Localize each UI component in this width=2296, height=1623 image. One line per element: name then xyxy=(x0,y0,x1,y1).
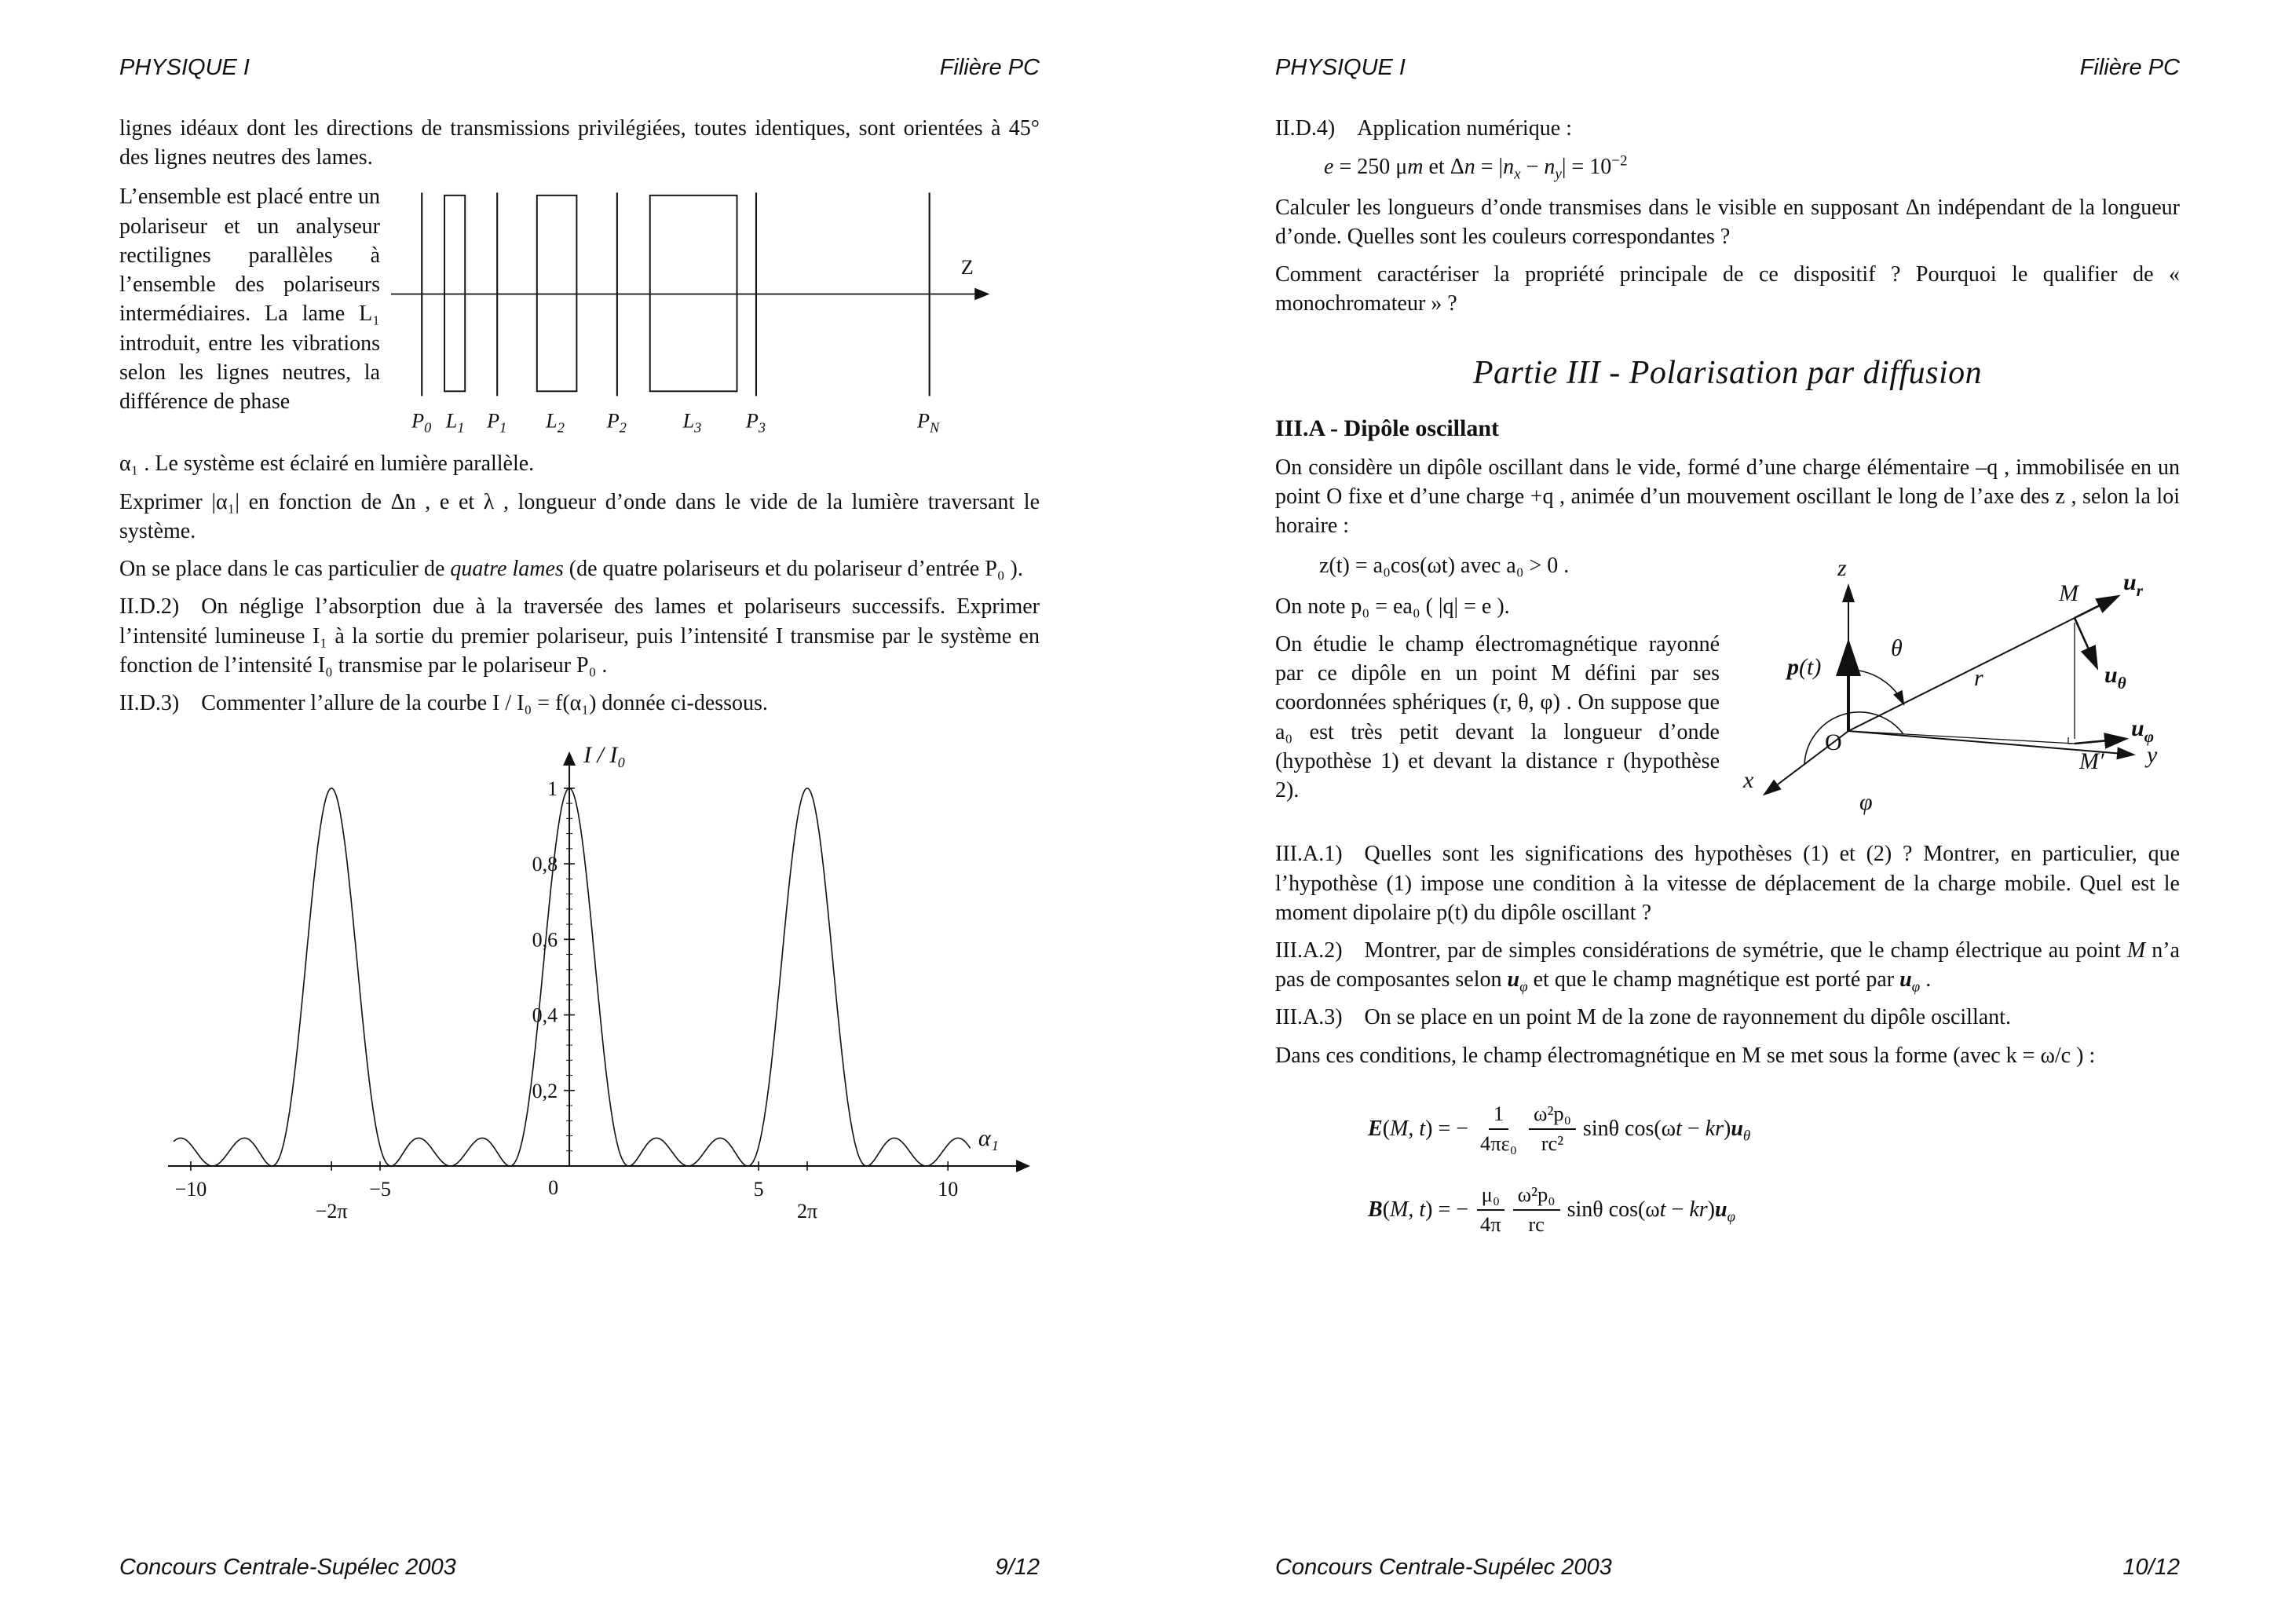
question-iiia2: III.A.2) Montrer, par de simples considérations de symétrie, que le champ électrique au point M n’a pas de composantes selon $u_\varphi$ et que le champ magnétique est porté par $u_\varphi$ . xyxy=(1275,938,2180,996)
chart-pi-tick-label: −2π xyxy=(315,1200,348,1223)
label-p0: $P_0$ xyxy=(411,410,432,437)
u-phi-vector xyxy=(2075,739,2125,744)
u-phi-label: $u_\varphi$ xyxy=(2131,715,2154,747)
question-iid4: II.D.4) Application numérique : xyxy=(1275,116,1572,141)
denominator: 4π xyxy=(1480,1212,1501,1236)
text-and-optical-diagram-row xyxy=(119,182,1040,443)
e-equation-rhs: sinθ $\cos(\omega t - kr)u_\theta$ xyxy=(1582,1116,1751,1145)
footer-source: Concours Centrale-Supélec 2003 xyxy=(119,1555,456,1580)
numeric-application-equation: e = 250 μm et $\Delta n = |n_x - n_y| = 10^{-2}$ xyxy=(1324,152,1628,183)
chart-x-axis-label: α₁ xyxy=(978,1125,999,1152)
p-vector-label: p(t) xyxy=(1787,654,1822,681)
page-left-footer xyxy=(119,1555,1040,1581)
u-r-vector xyxy=(2075,597,2117,618)
document-title: PHYSIQUE I xyxy=(119,55,250,80)
track-label: Filière PC xyxy=(939,55,1040,80)
b-equation-frac1 xyxy=(1475,1183,1506,1236)
chart-x-tick-label: 5 xyxy=(753,1178,764,1201)
chart-y-axis-arrow xyxy=(563,751,576,766)
electric-field-equation xyxy=(1368,1102,2180,1155)
intensity-curve-chart xyxy=(121,734,1032,1237)
z-axis-label: z xyxy=(1837,555,1847,582)
chart-y-tick-label: 1 xyxy=(547,777,558,801)
chart-x-axis-arrow xyxy=(1016,1160,1030,1172)
intensity-chart-wrapper xyxy=(121,734,1040,1243)
b-equation-lhs: B(M, t) = − xyxy=(1368,1197,1469,1222)
label-p1: $P_1$ xyxy=(487,410,507,437)
spherical-coordinates-diagram xyxy=(1731,550,2170,833)
paragraph-monochromateur: Comment caractériser la propriété principale de ce dispositif ? Pourquoi le qualifier de « monochromateur » ? xyxy=(1275,262,2180,316)
point-mprime-label: M′ xyxy=(2079,748,2104,775)
denominator: rc² xyxy=(1541,1131,1564,1155)
paragraph-exprimer: Exprimer |α₁| en fonction de Δn , e et λ , longueur d’onde dans le vide de la lumière traversant le système. xyxy=(119,489,1040,543)
numerator: 1 xyxy=(1489,1102,1508,1130)
numerator: ω²p₀ xyxy=(1529,1102,1576,1130)
e-equation-frac2 xyxy=(1529,1102,1576,1155)
optical-system-diagram xyxy=(391,182,1035,443)
e-equation-frac1 xyxy=(1475,1102,1522,1155)
u-theta-vector xyxy=(2075,618,2097,667)
question-iid3: II.D.3) Commenter l’allure de la courbe I / I₀ = f(α₁) donnée ci-dessous. xyxy=(119,691,768,716)
page-right xyxy=(1148,0,2296,1623)
z-propagation-label: Z xyxy=(960,256,974,280)
label-l2: $L_2$ xyxy=(546,410,565,437)
right-angle-mark xyxy=(2068,737,2075,744)
theta-label: θ xyxy=(1891,635,1903,662)
chart-x-tick-label: −5 xyxy=(369,1178,391,1201)
paragraph-ensemble: L’ensemble est placé entre un polariseur et un analyseur rectilignes parallèles à l’ensemble des polariseurs intermédiaires. La lame L₁ introduit, entre les vibrations selon les lignes neutres, la différence de phase xyxy=(119,185,380,415)
question-iiia1: III.A.1) Quelles sont les significations des hypothèses (1) et (2) ? Montrer, en particulier, que l’hypothèse (1) impose une condition à la vitesse de déplacement de la charge mobile. Quel est le moment dipolaire p(t) du dipôle oscillant ? xyxy=(1275,842,2180,925)
magnetic-field-equation xyxy=(1368,1183,2180,1236)
label-p2: $P_2$ xyxy=(606,410,627,437)
chart-y-tick-label: 0,2 xyxy=(532,1080,558,1103)
label-l1: $L_1$ xyxy=(445,410,465,437)
u-r-label: $u_r$ xyxy=(2123,569,2143,601)
paragraph-cas-particulier: On se place dans le cas particulier de quatre lames (de quatre polariseurs et du polariseur d’entrée P₀ ). xyxy=(119,557,1023,582)
question-iid2: II.D.2) On néglige l’absorption due à la traversée des lames et polariseurs successifs. Exprimer l’intensité lumineuse I₁ à la sortie du premier polariseur, puis l’intensité I transmise par le système en fonction de l’intensité I₀ transmise par le polariseur P₀ . xyxy=(119,594,1040,678)
y-axis-label: y xyxy=(2147,742,2158,769)
u-theta-label: $u_\theta$ xyxy=(2104,662,2126,693)
b-equation-frac2 xyxy=(1513,1183,1560,1236)
theta-arc xyxy=(1848,670,1903,704)
section-iiia-title: III.A - Dipôle oscillant xyxy=(1275,415,1500,441)
point-m-label: M xyxy=(2059,580,2078,607)
phi-label: φ xyxy=(1859,789,1873,816)
chart-intensity-curve xyxy=(174,788,970,1166)
o-mprime-line xyxy=(1848,731,2075,744)
label-pn: $P_N$ xyxy=(916,410,940,437)
chart-y-axis-label: I / I₀ xyxy=(583,742,626,769)
paragraph-alpha: α₁ . Le système est éclairé en lumière parallèle. xyxy=(119,451,535,477)
r-label: r xyxy=(1974,665,1983,692)
page-left-header xyxy=(119,55,1040,81)
chart-pi-tick-label: 2π xyxy=(796,1200,818,1223)
paragraph-forme-champ: Dans ces conditions, le champ électromagnétique en M se met sous la forme (avec k = ω/c ) : xyxy=(1275,1043,2096,1068)
page-number: 9/12 xyxy=(995,1555,1040,1580)
r-line xyxy=(1848,618,2075,731)
denominator: 4πε₀ xyxy=(1480,1131,1518,1155)
paragraph-dipole-intro: On considère un dipôle oscillant dans le vide, formé d’une charge élémentaire –q , immobilisée en un point O fixe et d’une charge +q , animée d’un mouvement oscillant le long de l’axe des z , selon la loi horaire : xyxy=(1275,455,2180,539)
text-and-dipole-diagram-row xyxy=(1275,550,2180,833)
optical-axis-arrow xyxy=(974,288,989,301)
numerator: μ₀ xyxy=(1477,1183,1504,1211)
question-iiia3: III.A.3) On se place en un point M de la zone de rayonnement du dipôle oscillant. xyxy=(1275,1005,2011,1030)
page-number: 10/12 xyxy=(2122,1555,2180,1580)
chart-x-tick-label: 0 xyxy=(548,1176,559,1200)
page-right-footer xyxy=(1275,1555,2180,1581)
dipole-text-column xyxy=(1275,550,1720,813)
chart-x-tick-label: 10 xyxy=(938,1178,959,1201)
part-iii-title: Partie III - Polarisation par diffusion xyxy=(1472,354,1983,391)
chart-y-tick-label: 0,6 xyxy=(532,928,558,952)
numerator: ω²p₀ xyxy=(1513,1183,1560,1211)
paragraph-on-note: On note p₀ = ea₀ ( |q| = e ). xyxy=(1275,594,1510,619)
e-equation-lhs: E(M, t) = − xyxy=(1368,1116,1469,1141)
document-title: PHYSIQUE I xyxy=(1275,55,1406,80)
origin-label: O xyxy=(1825,729,1842,756)
chart-x-tick-label: −10 xyxy=(174,1178,207,1201)
track-label: Filière PC xyxy=(2079,55,2180,80)
denominator: rc xyxy=(1528,1212,1545,1236)
b-equation-rhs: sinθ $\cos(\omega t - kr)u_\varphi$ xyxy=(1567,1197,1736,1226)
chart-y-tick-label: 0,4 xyxy=(532,1003,558,1027)
paragraph-calculer: Calculer les longueurs d’onde transmises dans le visible en supposant Δn indépendant de la longueur d’onde. Quelles sont les couleurs correspondantes ? xyxy=(1275,195,2180,249)
phi-arc xyxy=(1804,712,1903,764)
label-p3: $P_3$ xyxy=(745,410,766,437)
label-l3: $L_3$ xyxy=(682,410,702,437)
x-axis-label: x xyxy=(1743,767,1754,794)
chart-y-tick-label: 0,8 xyxy=(532,853,558,876)
z-motion-equation: z(t) = a₀cos(ωt) avec a₀ > 0 . xyxy=(1319,554,1570,579)
paragraph-intro: lignes idéaux dont les directions de transmissions privilégiées, toutes identiques, sont orientées à 45° des lignes neutres des lames. xyxy=(119,116,1040,170)
footer-source: Concours Centrale-Supélec 2003 xyxy=(1275,1555,1612,1580)
paragraph-on-etudie: On étudie le champ électromagnétique rayonné par ce dipôle en un point M défini par ses coordonnées sphériques (r, θ, φ) . On suppose que a₀ est très petit devant la longueur d’onde (hypothèse 1) et devant la distance r (hypothèse 2). xyxy=(1275,631,1720,803)
page-right-header xyxy=(1275,55,2180,81)
